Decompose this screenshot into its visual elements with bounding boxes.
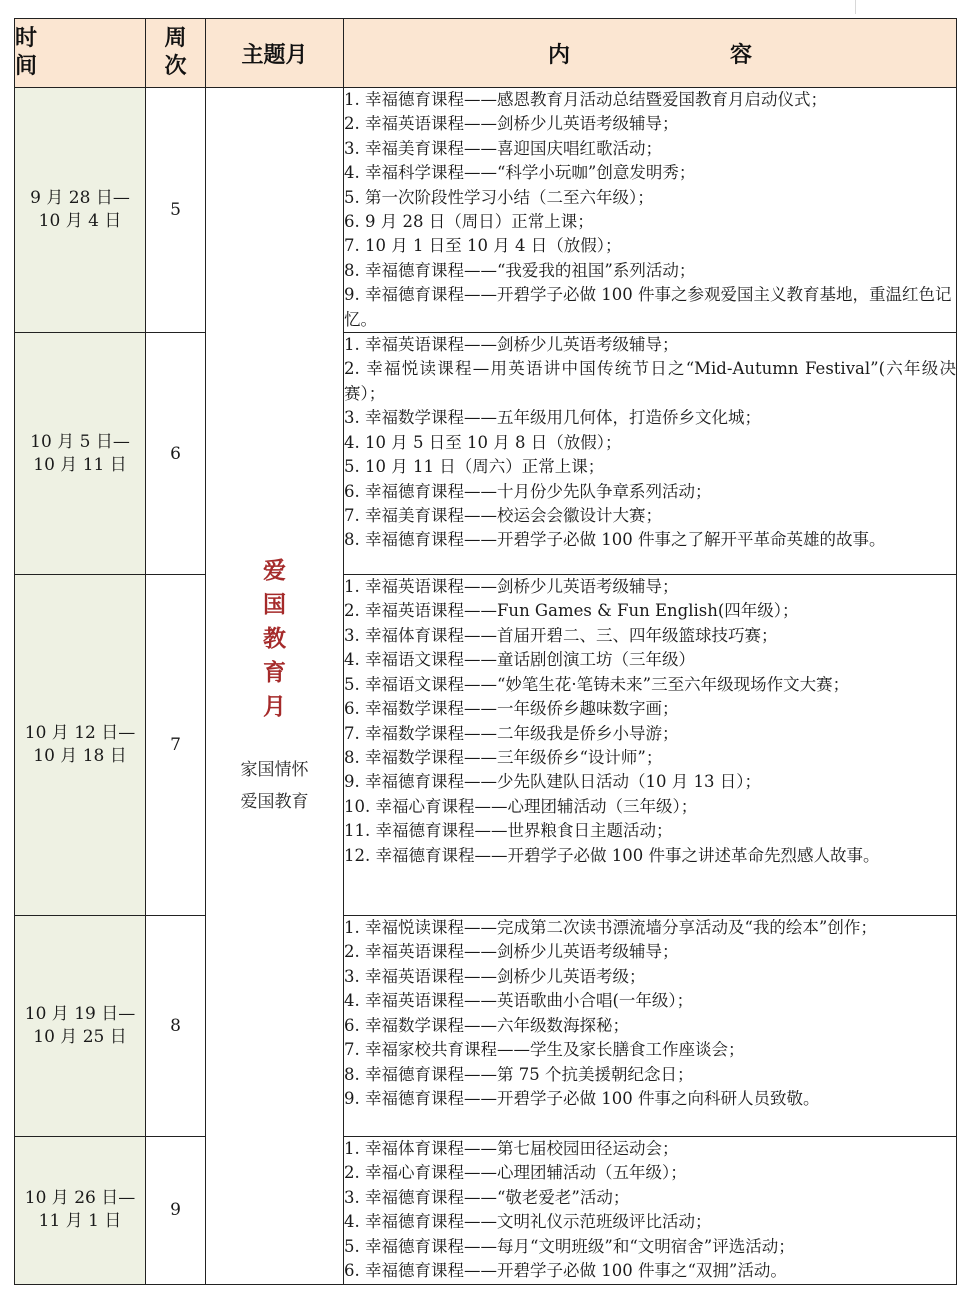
- header-week-line: 次: [164, 54, 187, 79]
- list-item: 8. 幸福数学课程——三年级侨乡“设计师”；: [344, 747, 663, 767]
- list-item: 7. 幸福美育课程——校运会会徽设计大赛；: [344, 505, 662, 525]
- list-item: 8. 幸福德育课程——第 75 个抗美援朝纪念日；: [344, 1064, 694, 1084]
- table-row: [15, 916, 957, 1137]
- list-item: 3. 幸福英语课程——剑桥少儿英语考级；: [344, 966, 646, 986]
- list-item: 4. 幸福语文课程——童话剧创演工坊（三年级）: [344, 650, 695, 670]
- date-end: 11 月 1 日: [38, 1211, 122, 1232]
- date-end: 10 月 25 日: [33, 1027, 127, 1048]
- header-week-line: 周: [164, 26, 187, 51]
- date-end: 10 月 11 日: [33, 454, 127, 475]
- list-item: 1. 幸福悦读课程——完成第二次读书漂流墙分享活动及“我的绘本”创作；: [344, 918, 877, 938]
- list-item: 5. 第一次阶段性学习小结（二至六年级）；: [344, 187, 654, 207]
- theme-title-char: 国: [263, 591, 286, 618]
- list-item: 6. 幸福数学课程——一年级侨乡趣味数字画；: [344, 699, 679, 719]
- list-item: 3. 幸福德育课程——“敬老爱老”活动；: [344, 1187, 630, 1207]
- list-item: 2. 幸福悦读课程—用英语讲中国传统节日之“Mid-Autumn Festival”(六年级决赛）；: [344, 359, 956, 403]
- date-cell: [15, 1137, 146, 1284]
- header-time-line: 间: [15, 54, 38, 79]
- content-cell: [344, 1137, 957, 1284]
- list-item: 1. 幸福英语课程——剑桥少儿英语考级辅导；: [344, 577, 679, 597]
- list-item: 5. 10 月 11 日（周六）正常上课；: [344, 457, 605, 477]
- date-cell: [15, 916, 146, 1137]
- header-week: [146, 19, 206, 88]
- content-cell: [344, 333, 957, 575]
- header-content-char: 内: [547, 42, 570, 68]
- list-item: 1. 幸福英语课程——剑桥少儿英语考级辅导；: [344, 335, 679, 355]
- list-item: 7. 幸福家校共育课程——学生及家长膳食工作座谈会；: [344, 1040, 745, 1060]
- theme-title-char: 爱: [263, 557, 286, 584]
- list-item: 9. 幸福德育课程——开碧学子必做 100 件事之参观爱国主义教育基地，重温红色记忆。: [344, 285, 952, 329]
- theme-subtitle-line: 家国情怀: [240, 759, 309, 780]
- date-cell: [15, 88, 146, 333]
- list-item: 6. 幸福数学课程——六年级数海探秘；: [344, 1015, 629, 1035]
- date-end: 10 月 18 日: [33, 746, 127, 767]
- list-item: 6. 幸福德育课程——十月份少先队争章系列活动；: [344, 481, 712, 501]
- list-item: 1. 幸福体育课程——第七届校园田径运动会；: [344, 1139, 679, 1159]
- list-item: 3. 幸福美育课程——喜迎国庆唱红歌活动；: [344, 138, 662, 158]
- list-item: 8. 幸福德育课程——“我爱我的祖国”系列活动；: [344, 260, 696, 280]
- list-item: 3. 幸福体育课程——首届开碧二、三、四年级篮球技巧赛；: [344, 625, 778, 645]
- header-row: [15, 19, 957, 88]
- content-list: [344, 575, 956, 868]
- list-item: 8. 幸福德育课程——开碧学子必做 100 件事之了解开平革命英雄的故事。: [344, 530, 886, 550]
- list-item: 12. 幸福德育课程——开碧学子必做 100 件事之讲述革命先烈感人故事。: [344, 845, 880, 865]
- list-item: 11. 幸福德育课程——世界粮食日主题活动；: [344, 821, 673, 841]
- theme-subtitle: [206, 754, 343, 818]
- theme-title-char: 育: [263, 659, 286, 686]
- list-item: 9. 幸福德育课程——开碧学子必做 100 件事之向科研人员致敬。: [344, 1088, 820, 1108]
- table-row: [15, 1137, 957, 1284]
- header-content-char: 容: [730, 42, 753, 68]
- list-item: 2. 幸福英语课程——剑桥少儿英语考级辅导；: [344, 942, 679, 962]
- header-theme: 主题月: [206, 19, 344, 88]
- date-end: 10 月 4 日: [38, 211, 122, 232]
- list-item: 1. 幸福德育课程——感恩教育月活动总结暨爱国教育月启动仪式；: [344, 90, 827, 109]
- week-cell: 9: [146, 1137, 206, 1284]
- date-cell: [15, 333, 146, 575]
- content-cell: [344, 916, 957, 1137]
- list-item: 10. 幸福心育课程——心理团辅活动（三年级）；: [344, 796, 698, 816]
- week-cell: 5: [146, 88, 206, 333]
- list-item: 2. 幸福英语课程——Fun Games & Fun English(四年级）；: [344, 601, 799, 621]
- content-cell: [344, 575, 957, 916]
- content-list: [344, 88, 956, 332]
- date-start: 9 月 28 日—: [30, 188, 130, 209]
- divider: [855, 0, 856, 14]
- list-item: 4. 幸福科学课程——“科学小玩咖”创意发明秀；: [344, 163, 696, 183]
- theme-cell: [206, 88, 344, 1285]
- content-list: [344, 333, 956, 553]
- list-item: 4. 10 月 5 日至 10 月 8 日（放假）；: [344, 432, 622, 452]
- list-item: 2. 幸福心育课程——心理团辅活动（五年级）；: [344, 1163, 687, 1183]
- list-item: 7. 幸福数学课程——二年级我是侨乡小导游；: [344, 723, 679, 743]
- list-item: 7. 10 月 1 日至 10 月 4 日（放假）；: [344, 236, 622, 256]
- header-time: [15, 19, 146, 88]
- content-list: [344, 916, 956, 1111]
- header-time-line: 时: [15, 26, 38, 51]
- list-item: 6. 幸福德育课程——开碧学子必做 100 件事之“双拥”活动。: [344, 1261, 787, 1281]
- list-item: 5. 幸福德育课程——每月“文明班级”和“文明宿舍”评选活动；: [344, 1236, 795, 1256]
- theme-title: [206, 554, 343, 724]
- date-cell: [15, 575, 146, 916]
- date-start: 10 月 5 日—: [30, 431, 130, 452]
- week-cell: 6: [146, 333, 206, 575]
- theme-subtitle-line: 爱国教育: [240, 791, 309, 812]
- table-row: [15, 88, 957, 333]
- content-list: [344, 1137, 956, 1283]
- date-start: 10 月 12 日—: [24, 723, 136, 744]
- list-item: 4. 幸福德育课程——文明礼仪示范班级评比活动；: [344, 1212, 712, 1232]
- week-cell: 7: [146, 575, 206, 916]
- list-item: 6. 9 月 28 日（周日）正常上课；: [344, 212, 594, 232]
- list-item: 2. 幸福英语课程——剑桥少儿英语考级辅导；: [344, 114, 679, 134]
- list-item: 9. 幸福德育课程——少先队建队日活动（10 月 13 日）；: [344, 772, 761, 792]
- date-start: 10 月 19 日—: [24, 1004, 136, 1025]
- list-item: 3. 幸福数学课程——五年级用几何体，打造侨乡文化城；: [344, 408, 761, 428]
- date-start: 10 月 26 日—: [24, 1188, 136, 1209]
- theme-title-char: 月: [263, 693, 286, 720]
- content-cell: [344, 88, 957, 333]
- table-row: [15, 575, 957, 916]
- week-cell: 8: [146, 916, 206, 1137]
- theme-title-char: 教: [263, 625, 286, 652]
- list-item: 4. 幸福英语课程——英语歌曲小合唱(一年级）；: [344, 991, 694, 1011]
- page-top-edge: [0, 0, 962, 14]
- header-content: [344, 19, 957, 88]
- schedule-table: [14, 18, 957, 1285]
- list-item: 5. 幸福语文课程——“妙笔生花·笔铸未来”三至六年级现场作文大赛；: [344, 674, 850, 694]
- table-row: [15, 333, 957, 575]
